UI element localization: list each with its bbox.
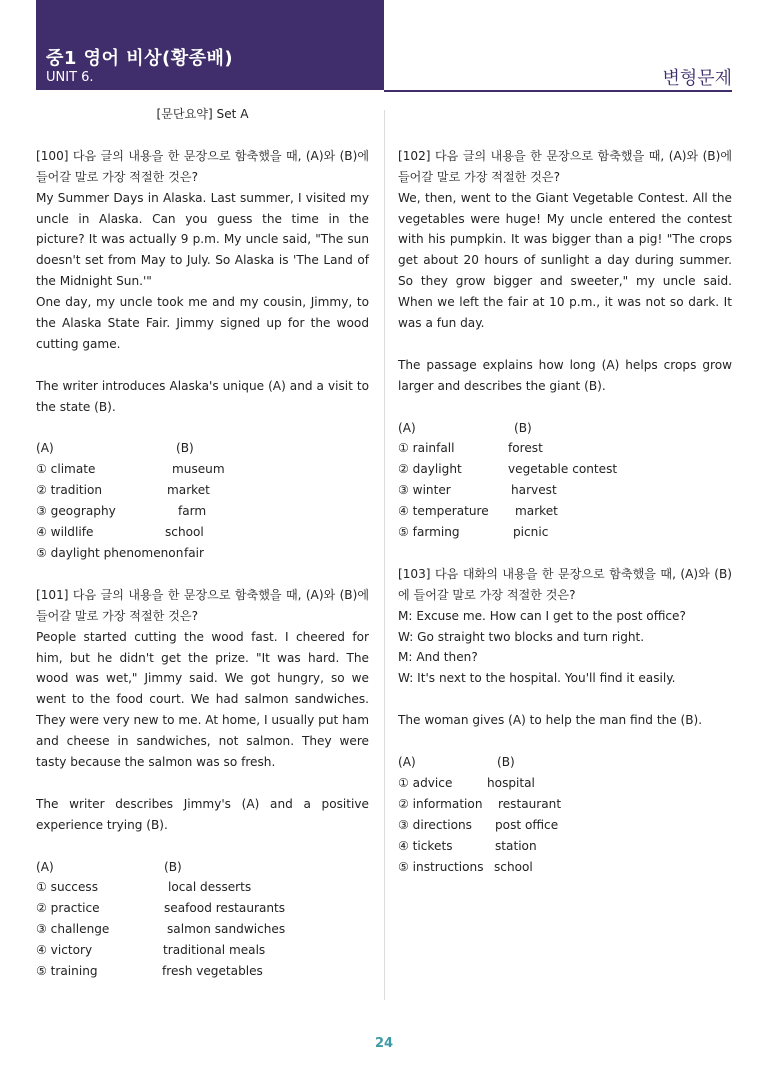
question-100 [36,146,369,564]
passage: One day, my uncle took me and my cousin, Jimmy, to the Alaska State Fair. Jimmy signed up for the wood cutting game. [36,295,369,351]
dialogue-line: M: And then? [398,650,478,665]
question-stem: [103] 다음 대화의 내용을 한 문장으로 함축했을 때, (A)와 (B)에 들어갈 말로 가장 적절한 것은? [398,566,732,602]
question-stem: [100] 다음 글의 내용을 한 문장으로 함축했을 때, (A)와 (B)에 들어갈 말로 가장 적절한 것은? [36,148,369,184]
question-101 [36,585,369,982]
passage: People started cutting the wood fast. I cheered for him, but he didn't get the prize. "It was hard. The wood was wet," Jimmy said. We got hungry, so we went to the food court. We had salmon sandwiches. They were very new to me. At home, I usually put ham and cheese in sandwiches, not salmon. They were tasty because the salmon was so fresh. [36,629,369,770]
option-5[interactable]: ⑤ instructions school [398,859,533,874]
option-2[interactable]: ② practice seafood restaurants [36,901,286,916]
dialogue-line: W: Go straight two blocks and turn right. [398,629,645,644]
summary-sentence: The woman gives (A) to help the man find the (B). [398,713,703,728]
option-1[interactable]: ① success local desserts [36,880,252,895]
passage: We, then, went to the Giant Vegetable Contest. All the vegetables were huge! My uncle entered the contest with his pumpkin. It was bigger than a pig! "The crops get about 20 hours of sunlight a day during summer. So they grow bigger and sweeter," my uncle said. When we left the fair at 10 p.m., it was not so dark. It was a fun day. [398,190,732,331]
option-header: (A) (B) [398,754,515,769]
question-stem: [102] 다음 글의 내용을 한 문장으로 함축했을 때, (A)와 (B)에 들어갈 말로 가장 적절한 것은? [398,148,732,184]
option-5[interactable]: ⑤ farming picnic [398,525,549,540]
option-4[interactable]: ④ tickets station [398,838,537,853]
dialogue-line: M: Excuse me. How can I get to the post office? [398,608,686,623]
question-102 [398,146,732,543]
option-5[interactable]: ⑤ daylight phenomenon fair [36,545,205,560]
question-stem: [101] 다음 글의 내용을 한 문장으로 함축했을 때, (A)와 (B)에 들어갈 말로 가장 적절한 것은? [36,587,369,623]
option-4[interactable]: ④ victory traditional meals [36,943,266,958]
option-5[interactable]: ⑤ training fresh vegetables [36,964,263,979]
option-header: (A) (B) [36,859,182,874]
section-label: [문단요약] Set A [156,107,249,121]
option-4[interactable]: ④ temperature market [398,504,558,519]
unit-label: UNIT 6. [46,70,94,85]
option-4[interactable]: ④ wildlife school [36,525,204,540]
option-3[interactable]: ③ directions post office [398,817,559,832]
option-1[interactable]: ① advice hospital [398,775,535,790]
option-2[interactable]: ② tradition market [36,483,210,498]
section-type-label: 변형문제 [662,68,732,89]
summary-sentence: The writer describes Jimmy's (A) and a positive experience trying (B). [36,796,369,832]
option-1[interactable]: ① rainfall forest [398,441,543,456]
passage: My Summer Days in Alaska. Last summer, I visited my uncle in Alaska. Can you guess the time in the picture? It was actually 9 p.m. My uncle said, "The sun doesn't set from May to July. So Alaska is 'The Land of the Midnight Sun.'" [36,190,369,289]
dialogue-line: W: It's next to the hospital. You'll find it easily. [398,671,676,686]
column-divider [384,110,385,1000]
summary-sentence: The writer introduces Alaska's unique (A) and a visit to the state (B). [36,378,369,414]
option-header: (A) (B) [398,420,532,435]
right-column [398,104,732,877]
option-2[interactable]: ② information restaurant [398,796,562,811]
header-rule [384,90,732,92]
textbook-title: 중1 영어 비상(황종배) [46,48,234,69]
question-103 [398,564,732,878]
summary-sentence: The passage explains how long (A) helps crops grow larger and describes the giant (B). [398,357,732,393]
option-3[interactable]: ③ winter harvest [398,483,557,498]
option-3[interactable]: ③ geography farm [36,504,207,519]
header-banner [36,0,384,90]
option-header: (A) (B) [36,441,194,456]
page-number: 24 [374,1036,394,1051]
option-3[interactable]: ③ challenge salmon sandwiches [36,922,286,937]
option-1[interactable]: ① climate museum [36,462,225,477]
left-column [36,104,369,982]
option-2[interactable]: ② daylight vegetable contest [398,462,618,477]
